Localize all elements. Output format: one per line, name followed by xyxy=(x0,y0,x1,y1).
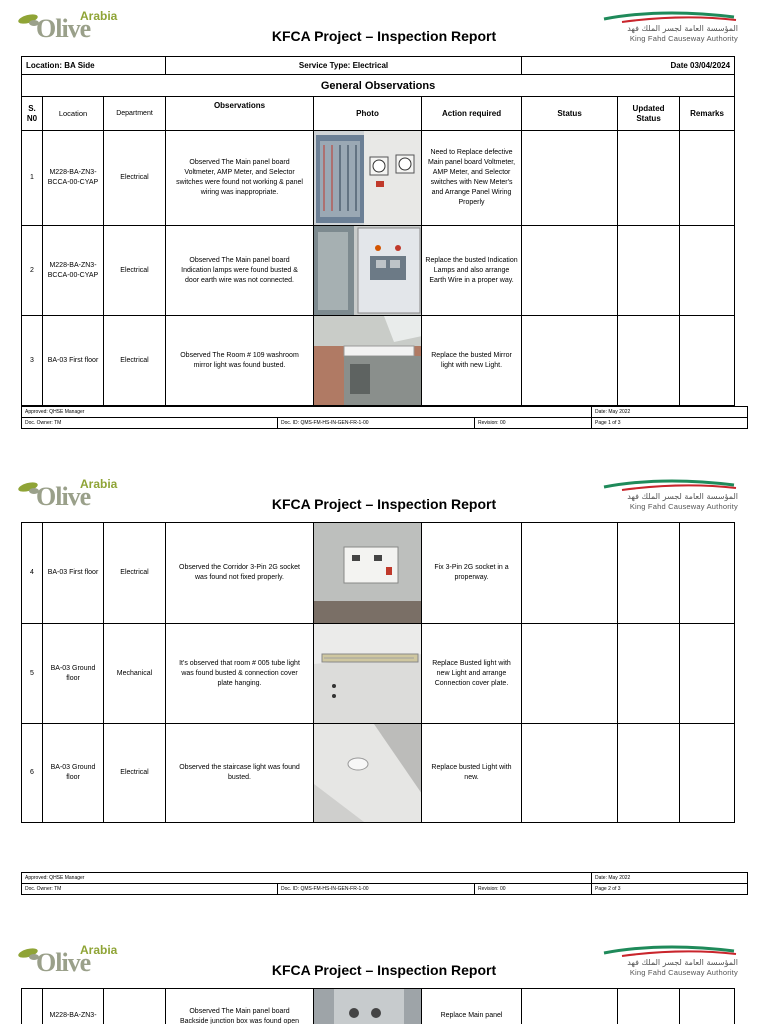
footer-approved: Approved: QHSE Manager xyxy=(22,407,592,418)
meta-service-type: Service Type: Electrical xyxy=(166,57,522,75)
col-header-sno: S. N0 xyxy=(22,97,43,131)
row-remarks[interactable] xyxy=(680,724,735,823)
row-location: BA-03 First floor xyxy=(43,316,104,406)
row-action: Fix 3-Pin 2G socket in a properway. xyxy=(422,523,522,624)
row-location: BA-03 First floor xyxy=(43,523,104,624)
row-department: Electrical xyxy=(104,226,166,316)
col-header-photo: Photo xyxy=(314,97,422,131)
table-row xyxy=(22,724,735,823)
kfca-swoosh-icon xyxy=(602,944,738,958)
row-sno: 2 xyxy=(22,226,43,316)
row-location: BA-03 Ground floor xyxy=(43,724,104,823)
report-page-2 xyxy=(0,468,768,898)
col-header-observations: Observations xyxy=(166,97,314,131)
section-row xyxy=(22,75,735,97)
row-action: Replace Main panel xyxy=(422,989,522,1024)
row-status[interactable] xyxy=(522,131,618,226)
table-row xyxy=(22,131,735,226)
page-footer-1 xyxy=(21,406,748,429)
row-department: Electrical xyxy=(104,523,166,624)
kfca-swoosh-icon xyxy=(602,478,738,492)
arabia-brand-text: Arabia xyxy=(80,9,118,23)
footer-doc-id: Doc. ID: QMS-FM-HS-IN-GEN-FR-1-00 xyxy=(278,884,475,895)
page-header xyxy=(0,468,768,518)
row-sno: 5 xyxy=(22,624,43,724)
footer-revision: Revision: 00 xyxy=(475,418,592,429)
row-location: M228-BA-ZN3-BCCA-00-CYAP xyxy=(43,131,104,226)
kfca-arabic-name: المؤسسة العامة لجسر الملك فهد xyxy=(627,24,738,33)
kfca-english-name: King Fahd Causeway Authority xyxy=(629,34,738,43)
footer-date: Date: May 2022 xyxy=(592,407,748,418)
footer-page: Page 2 of 3 xyxy=(592,884,748,895)
row-remarks[interactable] xyxy=(680,523,735,624)
row-updated-status[interactable] xyxy=(618,316,680,406)
row-sno: 6 xyxy=(22,724,43,823)
row-observation: Observed the staircase light was found busted. xyxy=(166,724,314,823)
page-title: KFCA Project – Inspection Report xyxy=(271,962,497,978)
kfca-swoosh-icon xyxy=(602,10,738,24)
row-observation: Observed the Corridor 3-Pin 2G socket was found not fixed properly. xyxy=(166,523,314,624)
row-status[interactable] xyxy=(522,226,618,316)
row-department: Electrical xyxy=(104,316,166,406)
kfca-arabic-name: المؤسسة العامة لجسر الملك فهد xyxy=(627,958,738,967)
page-title: KFCA Project – Inspection Report xyxy=(271,28,497,44)
footer-doc-id: Doc. ID: QMS-FM-HS-IN-GEN-FR-1-00 xyxy=(278,418,475,429)
kfca-english-name: King Fahd Causeway Authority xyxy=(629,968,738,977)
row-status[interactable] xyxy=(522,316,618,406)
meta-location: Location: BA Side xyxy=(22,57,166,75)
row-updated-status[interactable] xyxy=(618,989,680,1024)
row-updated-status[interactable] xyxy=(618,131,680,226)
table-row xyxy=(22,624,735,724)
footer-approved: Approved: QHSE Manager xyxy=(22,873,592,884)
row-sno: 4 xyxy=(22,523,43,624)
inspection-table-page-3 xyxy=(21,988,735,1024)
footer-owner: Doc. Owner: TM xyxy=(22,418,278,429)
row-status[interactable] xyxy=(522,624,618,724)
row-location: M228-BA-ZN3- xyxy=(43,989,104,1024)
col-header-updated-status: Updated Status xyxy=(618,97,680,131)
inspection-table-page-1 xyxy=(21,56,735,406)
row-status[interactable] xyxy=(522,724,618,823)
col-header-remarks: Remarks xyxy=(680,97,735,131)
col-header-location: Location xyxy=(43,97,104,131)
row-sno: 1 xyxy=(22,131,43,226)
row-observation: Observed The Main panel board Voltmeter, AMP Meter, and Selector switches were found not working & panel wiring was inappropriate. xyxy=(166,131,314,226)
page-header xyxy=(0,0,768,50)
kfca-logo xyxy=(600,478,740,514)
row-updated-status[interactable] xyxy=(618,226,680,316)
row-sno: 3 xyxy=(22,316,43,406)
meta-row xyxy=(22,57,735,75)
row-action: Replace busted Light with new. xyxy=(422,724,522,823)
footer-owner: Doc. Owner: TM xyxy=(22,884,278,895)
row-department: Electrical xyxy=(104,131,166,226)
mirror-light-photo xyxy=(314,316,422,406)
kfca-logo xyxy=(600,10,740,46)
table-row xyxy=(22,989,735,1024)
table-row xyxy=(22,316,735,406)
olive-brand-text: Olive xyxy=(36,14,91,43)
row-remarks[interactable] xyxy=(680,226,735,316)
table-row xyxy=(22,523,735,624)
olive-brand-text: Olive xyxy=(36,948,91,977)
row-observation: Observed The Room # 109 washroom mirror light was found busted. xyxy=(166,316,314,406)
row-action: Replace Busted light with new Light and arrange Connection cover plate. xyxy=(422,624,522,724)
report-page-1 xyxy=(0,0,768,440)
meta-date: Date 03/04/2024 xyxy=(522,57,735,75)
row-remarks[interactable] xyxy=(680,131,735,226)
ceiling-light-photo xyxy=(314,724,422,823)
row-updated-status[interactable] xyxy=(618,724,680,823)
page-header xyxy=(0,934,768,984)
row-location: BA-03 Ground floor xyxy=(43,624,104,724)
footer-date: Date: May 2022 xyxy=(592,873,748,884)
col-header-status: Status xyxy=(522,97,618,131)
kfca-arabic-name: المؤسسة العامة لجسر الملك فهد xyxy=(627,492,738,501)
kfca-english-name: King Fahd Causeway Authority xyxy=(629,502,738,511)
row-status[interactable] xyxy=(522,989,618,1024)
page-title: KFCA Project – Inspection Report xyxy=(271,496,497,512)
row-status[interactable] xyxy=(522,523,618,624)
row-remarks[interactable] xyxy=(680,989,735,1024)
table-row xyxy=(22,226,735,316)
kfca-logo xyxy=(600,944,740,980)
row-remarks[interactable] xyxy=(680,624,735,724)
footer-page: Page 1 of 3 xyxy=(592,418,748,429)
row-location: M228-BA-ZN3-BCCA-00-CYAP xyxy=(43,226,104,316)
row-department: Mechanical xyxy=(104,624,166,724)
footer-revision: Revision: 00 xyxy=(475,884,592,895)
panel-board-photo xyxy=(314,131,422,226)
row-department xyxy=(104,989,166,1024)
row-remarks[interactable] xyxy=(680,316,735,406)
arabia-brand-text: Arabia xyxy=(80,477,118,491)
arabia-brand-text: Arabia xyxy=(80,943,118,957)
tube-light-photo xyxy=(314,624,422,724)
column-header-row xyxy=(22,97,735,131)
page-footer-2 xyxy=(21,872,748,895)
col-header-department: Department xyxy=(104,97,166,131)
inspection-table-page-2 xyxy=(21,522,735,823)
row-observation: Observed The Main panel board Indication lamps were found busted & door earth wire was not connected. xyxy=(166,226,314,316)
section-title: General Observations xyxy=(22,75,735,97)
report-page-3 xyxy=(0,934,768,1024)
row-observation: It's observed that room # 005 tube light was found busted & connection cover plate hanging. xyxy=(166,624,314,724)
row-action: Replace the busted Indication Lamps and also arrange Earth Wire in a proper way. xyxy=(422,226,522,316)
olive-brand-text: Olive xyxy=(36,482,91,511)
panel-door-photo xyxy=(314,226,422,316)
row-observation: Observed The Main panel board Backside junction box was found open xyxy=(166,989,314,1024)
junction-box-photo xyxy=(314,989,422,1024)
socket-photo xyxy=(314,523,422,624)
row-sno xyxy=(22,989,43,1024)
row-action: Need to Replace defective Main panel board Voltmeter, AMP Meter, and Selector switches with New Meter's and Arrange Panel Wiring Properly xyxy=(422,131,522,226)
row-updated-status[interactable] xyxy=(618,624,680,724)
row-action: Replace the busted Mirror light with new Light. xyxy=(422,316,522,406)
row-updated-status[interactable] xyxy=(618,523,680,624)
row-department: Electrical xyxy=(104,724,166,823)
col-header-action: Action required xyxy=(422,97,522,131)
